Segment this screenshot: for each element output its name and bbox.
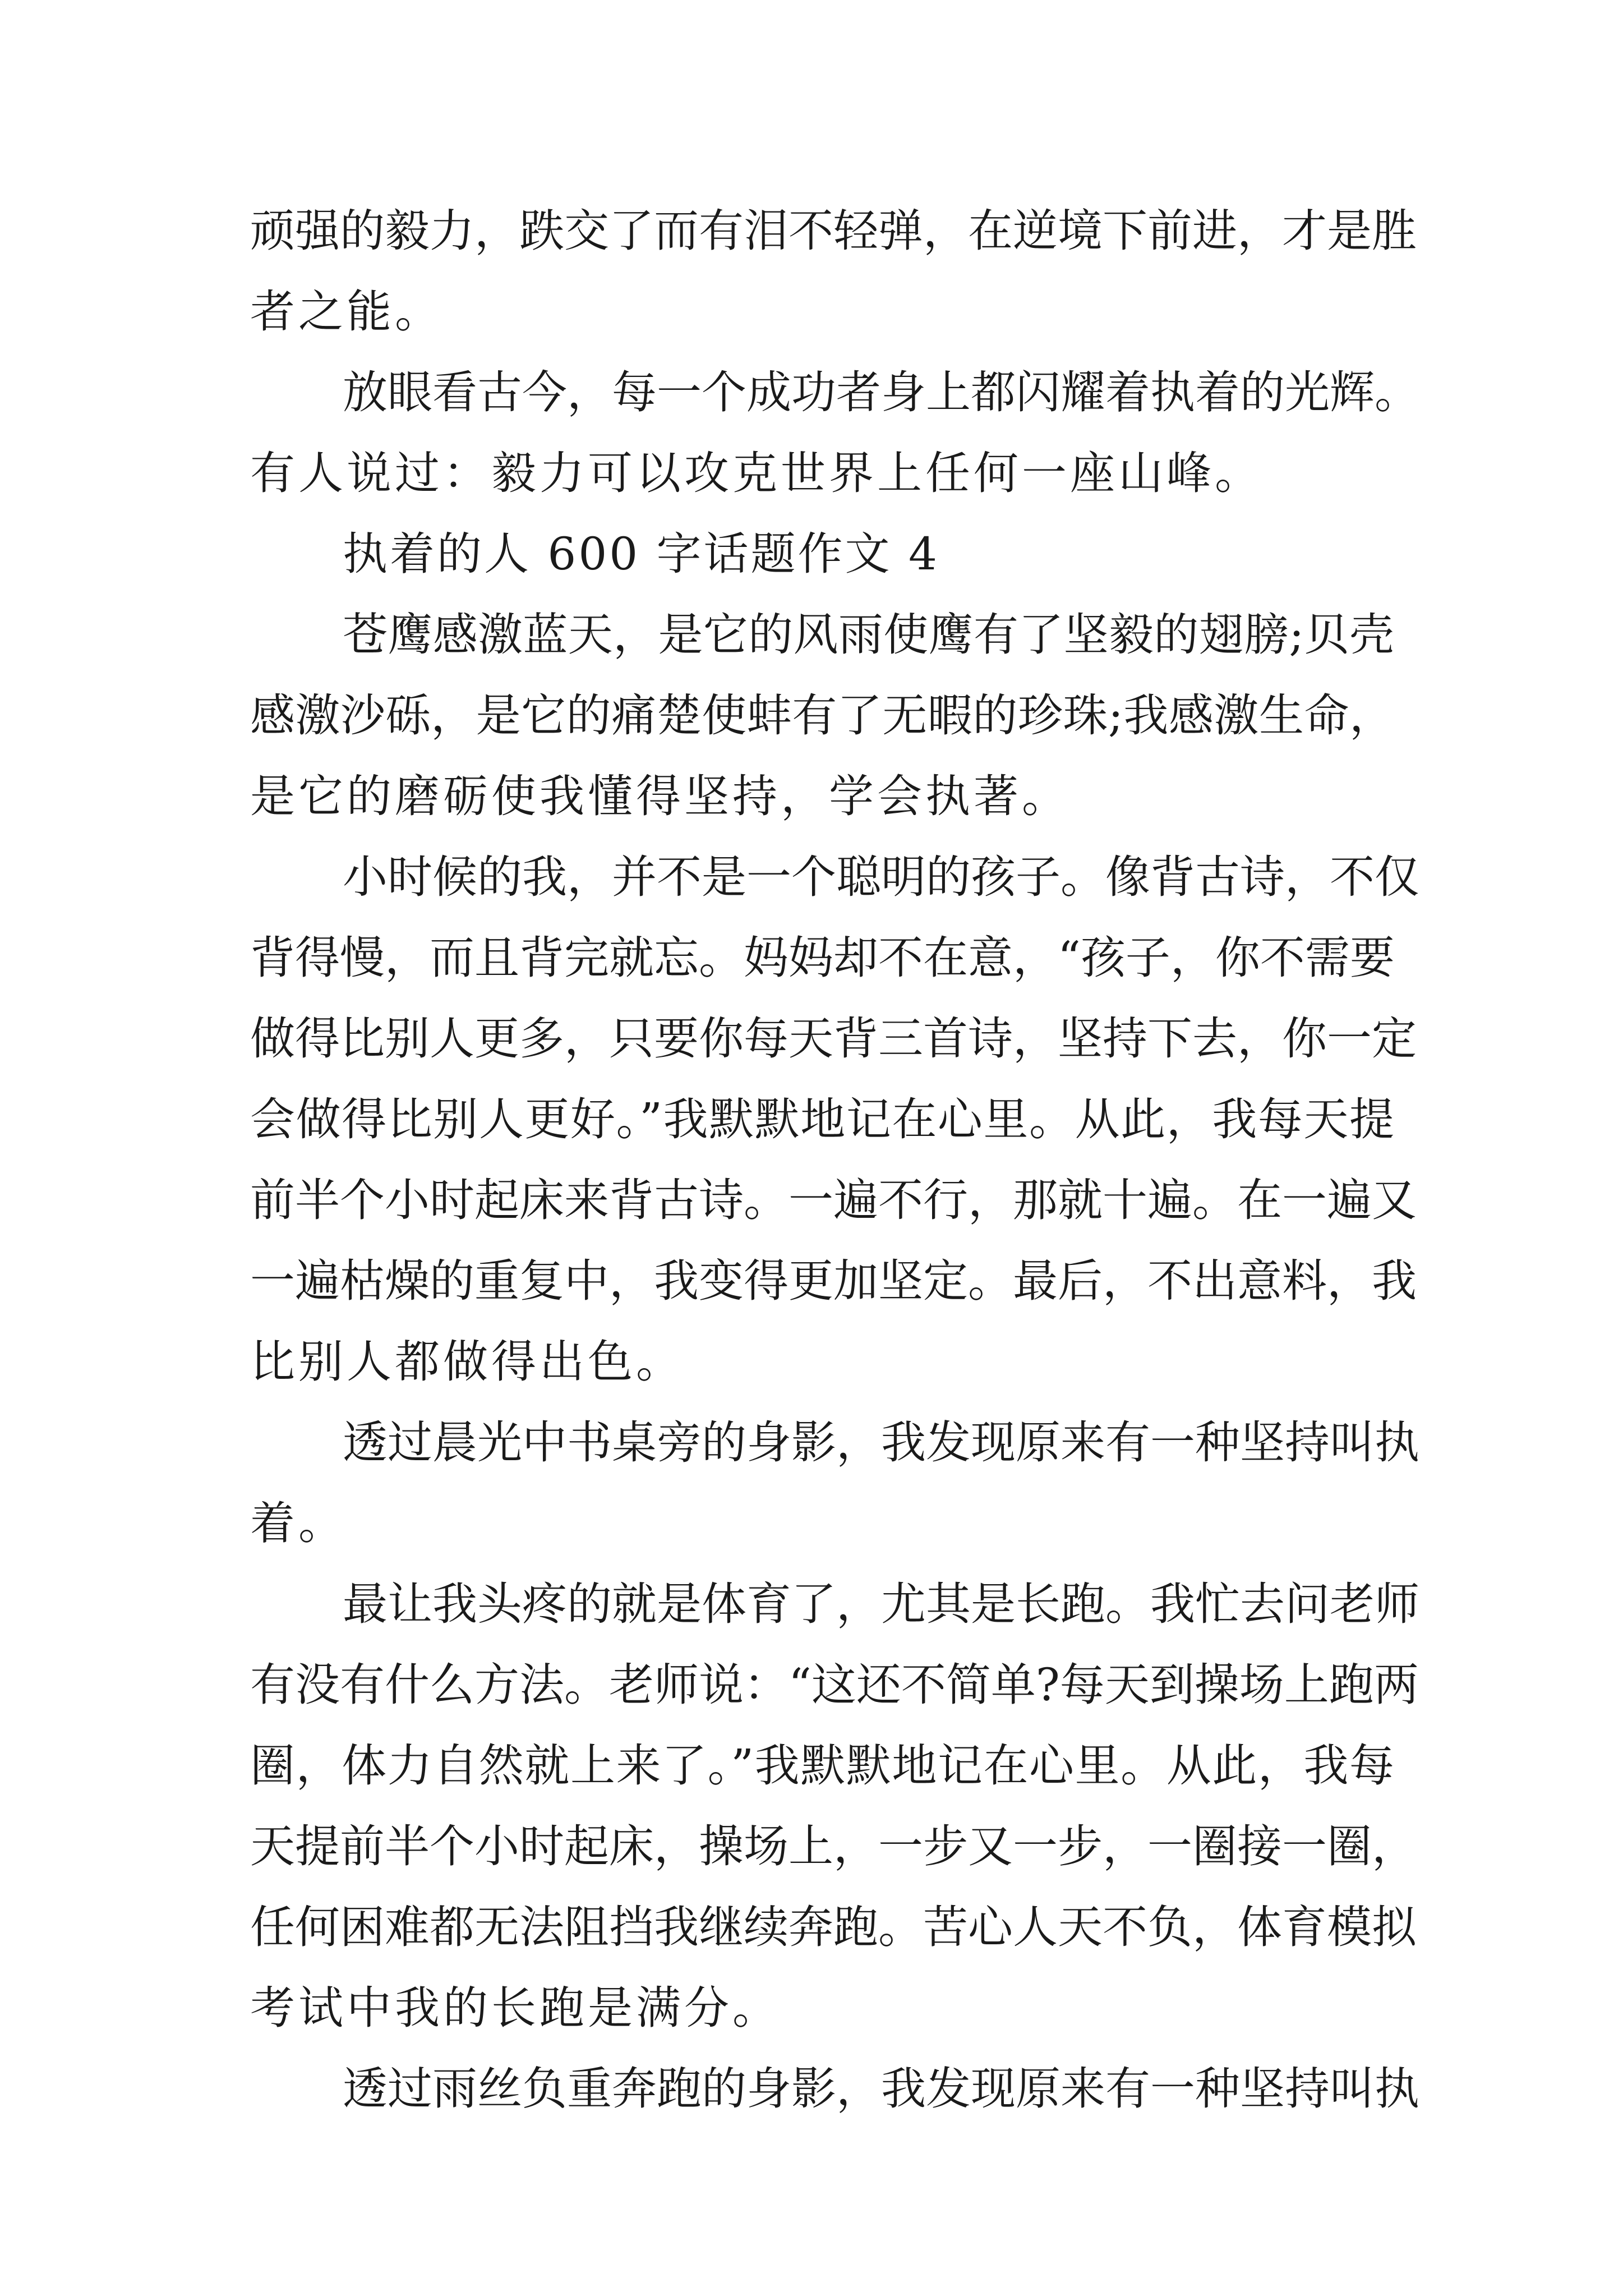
paragraph-line: 者之能。: [250, 286, 443, 338]
paragraph-line: 背得慢，而且背完就忘。妈妈却不在意，“孩子，你不需要: [250, 932, 1395, 984]
paragraph-line: 小时候的我，并不是一个聪明的孩子。像背古诗，不仅: [343, 851, 1419, 903]
paragraph-line: 任何困难都无法阻挡我继续奔跑。苦心人天不负，体育模拟: [250, 1901, 1417, 1953]
paragraph-line: 苍鹰感激蓝天，是它的风雨使鹰有了坚毅的翅膀;贝壳: [343, 609, 1394, 661]
paragraph-line: 前半个小时起床来背古诗。一遍不行，那就十遍。在一遍又: [250, 1174, 1417, 1226]
paragraph-line: 一遍枯燥的重复中，我变得更加坚定。最后，不出意料，我: [250, 1255, 1417, 1307]
paragraph-line: 考试中我的长跑是满分。: [250, 1982, 781, 2034]
paragraph-line: 感激沙砾，是它的痛楚使蚌有了无暇的珍珠;我感激生命，: [250, 689, 1394, 742]
paragraph-line: 有没有什么方法。老师说：“这还不简单?每天到操场上跑两: [250, 1659, 1419, 1711]
paragraph-line: 会做得比别人更好。”我默默地记在心里。从此，我每天提: [250, 1093, 1394, 1145]
paragraph-line: 是它的磨砺使我懂得坚持，学会执著。: [250, 770, 1070, 822]
paragraph-line: 做得比别人更多，只要你每天背三首诗，坚持下去，你一定: [250, 1013, 1417, 1065]
paragraph-line: 着。: [250, 1497, 347, 1549]
paragraph-line: 顽强的毅力，跌交了而有泪不轻弹，在逆境下前进，才是胜: [250, 205, 1417, 257]
paragraph-line: 透过晨光中书桌旁的身影，我发现原来有一种坚持叫执: [343, 1416, 1419, 1469]
paragraph-line: 透过雨丝负重奔跑的身影，我发现原来有一种坚持叫执: [343, 2063, 1419, 2115]
paragraph-line: 放眼看古今，每一个成功者身上都闪耀着执着的光辉。: [343, 366, 1419, 418]
section-heading: 执着的人 600 字话题作文 4: [343, 528, 939, 580]
paragraph-line: 圈，体力自然就上来了。”我默默地记在心里。从此，我每: [250, 1740, 1394, 1792]
document-body: [250, 191, 1419, 2129]
paragraph-line: 天提前半个小时起床，操场上，一步又一步，一圈接一圈，: [250, 1820, 1417, 1872]
paragraph-line: 有人说过：毅力可以攻克世界上任何一座山峰。: [250, 447, 1263, 499]
paragraph-line: 最让我头疼的就是体育了，尤其是长跑。我忙去问老师: [343, 1578, 1419, 1630]
paragraph-line: 比别人都做得出色。: [250, 1336, 684, 1388]
